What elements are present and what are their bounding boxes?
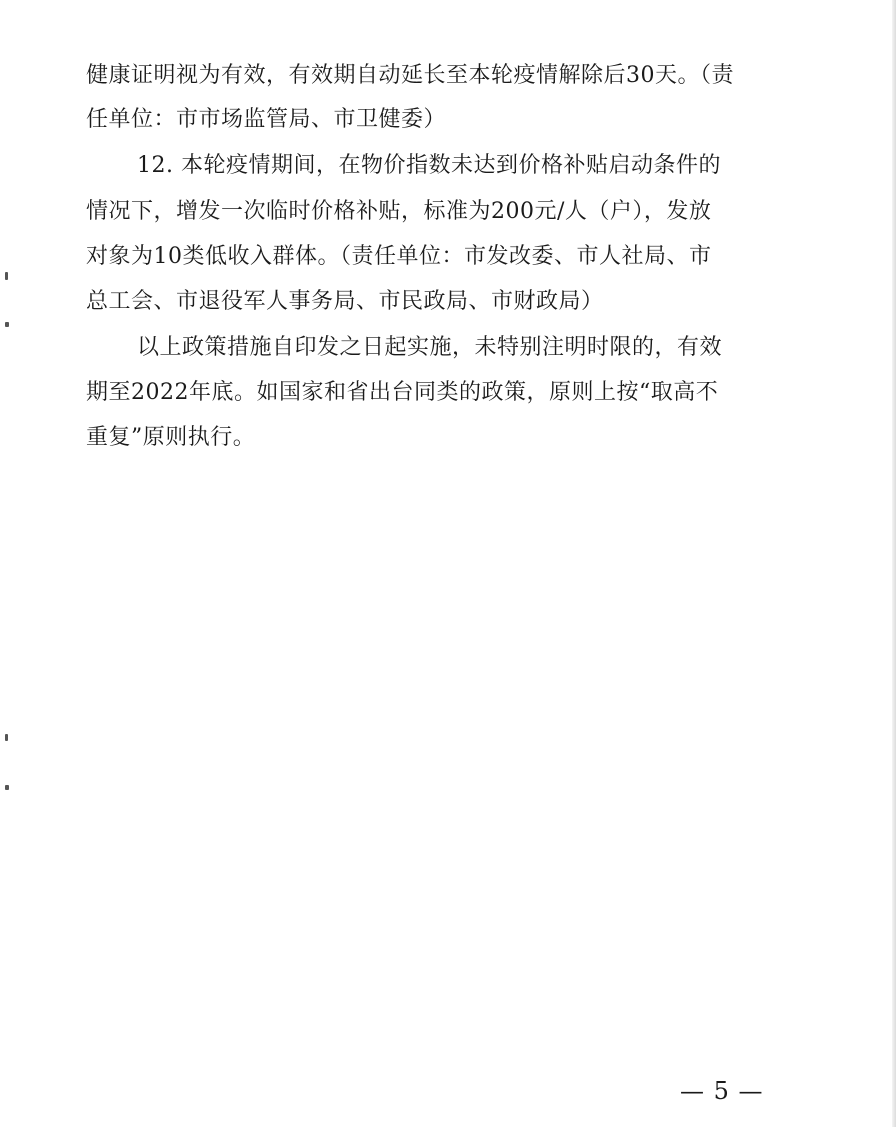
paragraph-line: 情况下，增发一次临时价格补贴，标准为200元/人（户），发放: [86, 199, 712, 224]
binding-hole-mark: [5, 272, 8, 280]
page-edge: [892, 0, 896, 1127]
paragraph-line: 对象为10类低收入群体。（责任单位：市发改委、市人社局、市: [86, 244, 712, 269]
binding-hole-mark: [5, 785, 9, 790]
binding-hole-mark: [5, 734, 8, 741]
paragraph-line: 12. 本轮疫情期间，在物价指数未达到价格补贴启动条件的: [137, 153, 721, 178]
paragraph-line: 重复”原则执行。: [86, 425, 256, 450]
binding-hole-mark: [5, 322, 9, 327]
paragraph-line: 期至2022年底。如国家和省出台同类的政策，原则上按“取高不: [86, 380, 719, 405]
paragraph-line: 总工会、市退役军人事务局、市民政局、市财政局）: [86, 289, 604, 314]
page-number: — 5 —: [680, 1077, 764, 1105]
paragraph-line: 健康证明视为有效，有效期自动延长至本轮疫情解除后30天。（责: [86, 63, 734, 88]
paragraph-line: 任单位：市市场监管局、市卫健委）: [86, 107, 447, 132]
paragraph-line: 以上政策措施自印发之日起实施，未特别注明时限的，有效: [137, 335, 723, 360]
